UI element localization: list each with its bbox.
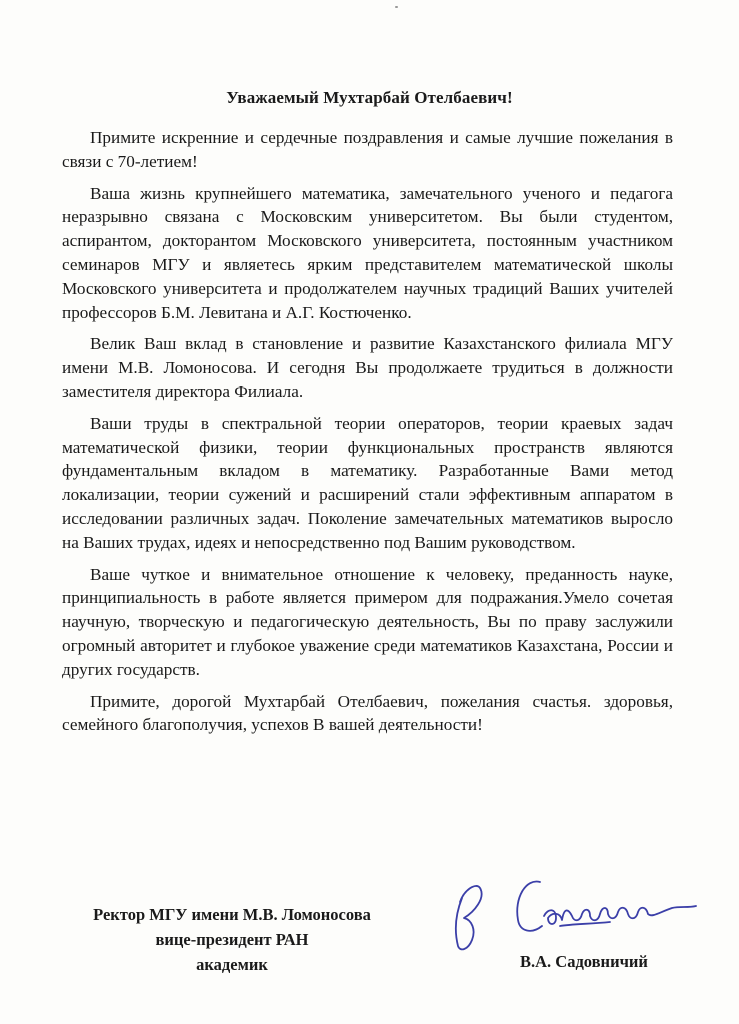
signatory-title-line2: вице-президент РАН: [155, 930, 309, 949]
handwritten-signature: [440, 868, 730, 958]
paragraph-research: Ваши труды в спектральной теории операторов, теории краевых задач математической физики, теории функциональных пространств являются фундаментальным вкладом в математику. Разработанные Вами метод локализации, теории сужений и расширений стали эффективным аппаратом в исследовании различных задач. Поколение замечательных математиков выросло на Ваших трудах, идеях и непосредственно под Вашим руководством.: [62, 413, 673, 552]
paragraph-career: Ваша жизнь крупнейшего математика, замечательного ученого и педагога неразрывно связана с Московским университетом. Вы были студентом, аспирантом, докторантом Московского университета, постоянным участником семинаров МГУ и являетесь ярким представителем математической школы Московского университета и продолжателем научных традиций Ваших учителей профессоров Б.М. Левитана и А.Г. Костюченко.: [62, 183, 673, 322]
paragraph-congratulations: Примите искренние и сердечные поздравления и самые лучшие пожелания в связи с 70-летием!: [62, 128, 673, 171]
signatory-title: [62, 902, 402, 977]
paragraph-wishes: Примите, дорогой Мухтарбай Отелбаевич, пожелания счастья. здоровья, семейного благополучия, успехов В вашей деятельности!: [62, 691, 673, 735]
signatory-name: В.А. Садовничий: [520, 952, 648, 971]
scan-speck: [395, 6, 398, 8]
signatory-title-line1: Ректор МГУ имени М.В. Ломоносова: [93, 905, 371, 924]
signatory-title-line3: академик: [196, 955, 268, 974]
letter-greeting: Уважаемый Мухтарбай Отелбаевич!: [226, 88, 513, 107]
letter-body: [62, 126, 673, 745]
paragraph-character: Ваше чуткое и внимательное отношение к человеку, преданность науке, принципиальность в работе является примером для подражания.Умело сочетая научную, творческую и педагогическую деятельность, Вы по праву заслужили огромный авторитет и глубокое уважение среди математиков Казахстана, России и других государств.: [62, 564, 673, 679]
paragraph-branch: Велик Ваш вклад в становление и развитие Казахстанского филиала МГУ имени М.В. Ломоносова. И сегодня Вы продолжаете трудиться в должности заместителя директора Филиала.: [62, 334, 673, 401]
